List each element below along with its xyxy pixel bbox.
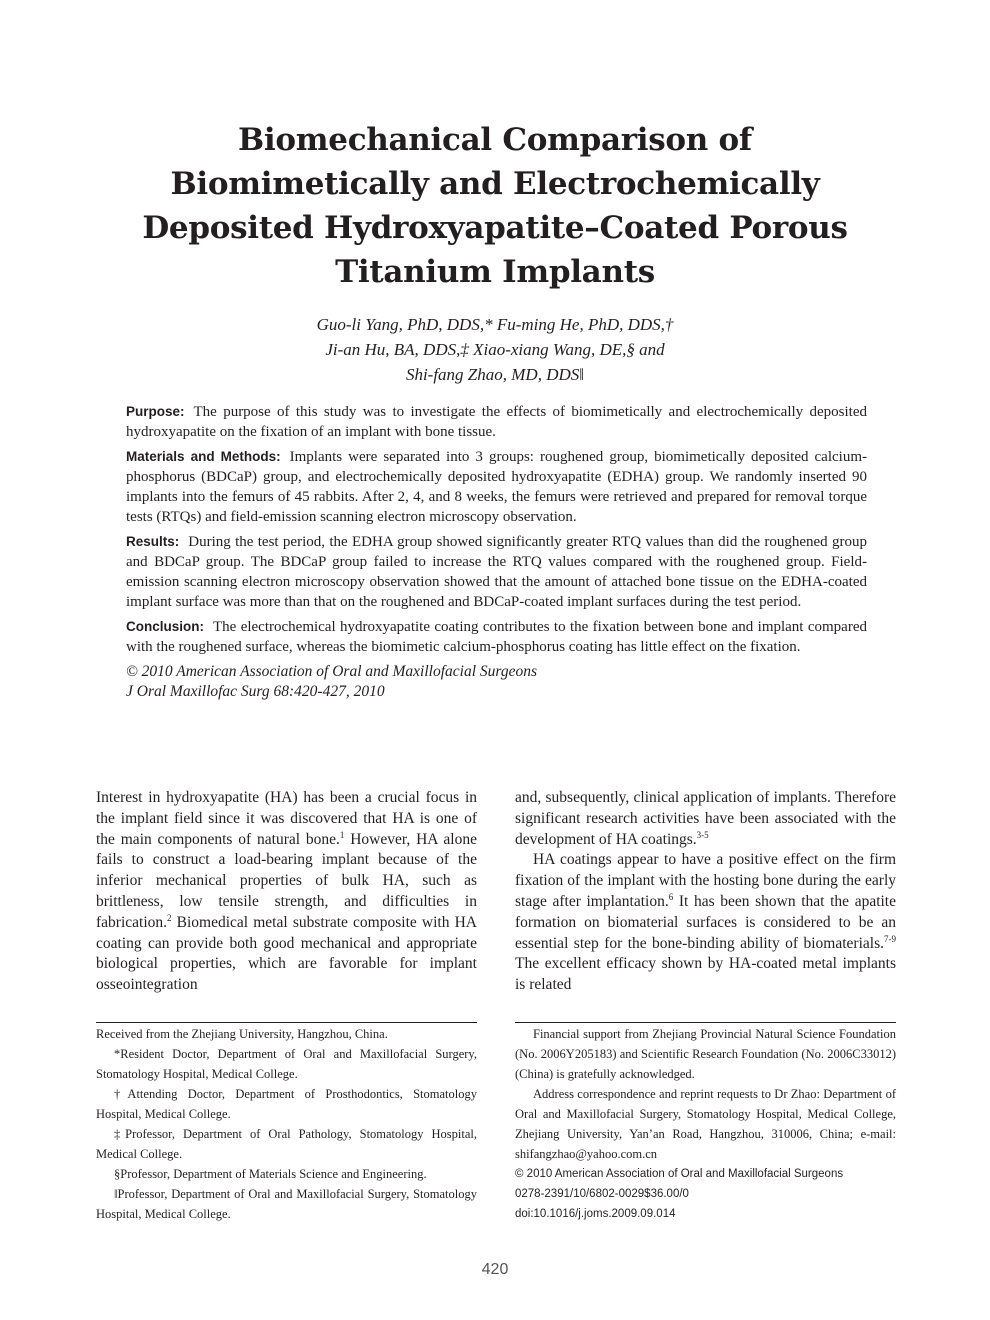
address-note [515,1084,896,1164]
footnote: ‡Professor, Department of Oral Pathology, Stomatology Hospital, Medical College. [96,1127,477,1161]
methods-label: Materials and Methods: [126,449,281,464]
abstract-methods [126,447,867,527]
issn-code: 0278-2391/10/6802-0029$36.00/0 [515,1188,689,1200]
reference-citation[interactable]: 3-5 [696,829,709,840]
body-column-left [96,788,477,996]
abstract-copyright: © 2010 American Association of Oral and Maxillofacial Surgeons [126,663,538,680]
body-column-right [515,788,896,996]
body-text: Biomedical metal substrate composite with HA coating can provide both good mechanical and appropriate biological properties, which are favorable for implant osseointegration [96,913,477,994]
abstract-results [126,532,867,612]
author-list [200,312,790,387]
footnote-copyright: © 2010 American Association of Oral and Maxillofacial Surgeons [515,1168,844,1180]
conclusion-text: The electrochemical hydroxyapatite coating contributes to the fixation between bone and implant compared with the roughened surface, whereas the biomimetic calcium-phosphorus coating has little effect on the fixation. [126,619,867,655]
reference-citation[interactable]: 7-9 [884,933,896,944]
email-link[interactable]: shifangzhao@yahoo.com.cn [515,1147,658,1161]
reference-citation[interactable]: 6 [668,891,674,902]
reference-citation[interactable]: 2 [167,912,172,923]
footnote-divider [96,1022,477,1023]
funding-note: Financial support from Zhejiang Provincial Natural Science Foundation (No. 2006Y205183) and Scientific Research Foundation (No. 2006C33012) (China) is gratefully acknowledged. [515,1027,896,1081]
body-text: The excellent efficacy shown by HA-coated metal implants is related [515,955,896,994]
purpose-label: Purpose: [126,404,185,419]
footnotes-affiliations [96,1024,477,1224]
body-text: and, subsequently, clinical application of implants. Therefore significant research activities have been associated with the development of HA coatings. [515,789,896,848]
body-text: It has been shown that the apatite formation on biomaterial surfaces is considered to be an essential step for the bone-binding ability of biomaterials. [515,892,896,952]
body-text: HA coatings appear to have a positive effect on the firm fixation of the implant with the hosting bone during the early stage after implantation. [515,851,896,910]
address-text: Address correspondence and reprint requests to Dr Zhao: Department of Oral and Maxillofacial Surgery, Stomatology Hospital, Medical College, Zhejiang University, Yan’an Road, Hangzhou, 310006, China; e-mail: [515,1087,896,1141]
footnote: ‖Professor, Department of Oral and Maxillofacial Surgery, Stomatology Hospital, Medical College. [96,1187,477,1221]
conclusion-label: Conclusion: [126,619,204,634]
body-paragraph [515,788,896,850]
journal-citation: J Oral Maxillofac Surg 68:420-427, 2010 [126,683,385,700]
footnote: §Professor, Department of Materials Science and Engineering. [114,1167,427,1181]
body-paragraph [515,850,896,996]
body-paragraph [96,788,477,996]
abstract-conclusion [126,617,867,657]
article-title: Biomechanical Comparison of Biomimetically and Electrochemically Deposited Hydroxyapatite–Coated Porous Titanium Implants [142,122,848,290]
abstract-purpose [126,402,867,442]
footnote: Received from the Zhejiang University, Hangzhou, China. [96,1027,388,1041]
footnotes-correspondence [515,1024,896,1224]
reference-citation[interactable]: 1 [339,829,345,840]
footnote: †Attending Doctor, Department of Prosthodontics, Stomatology Hospital, Medical College. [96,1087,477,1121]
doi[interactable]: doi:10.1016/j.joms.2009.09.014 [515,1208,676,1220]
methods-text: Implants were separated into 3 groups: roughened group, biomimetically deposited calcium-phosphorus (BDCaP) group, and electrochemically deposited hydroxyapatite (EDHA) group. We randomly inserted 90 implants into the femurs of 45 rabbits. After 2, 4, and 8 weeks, the femurs were retrieved and prepared for removal torque tests (RTQs) and field-emission scanning electron microscopy observation. [126,449,867,525]
footnote-divider [515,1022,896,1023]
body-text: Interest in hydroxyapatite (HA) has been a crucial focus in the implant field since it was discovered that HA is one of the main components of natural bone. [96,789,477,848]
results-label: Results: [126,534,180,549]
page-number: 420 [481,1261,509,1278]
author-line: Guo-li Yang, PhD, DDS,* Fu-ming He, PhD, DDS,† [316,315,674,334]
footnote: *Resident Doctor, Department of Oral and Maxillofacial Surgery, Stomatology Hospital, Medical College. [96,1047,477,1081]
author-line: Ji-an Hu, BA, DDS,‡ Xiao-xiang Wang, DE,§ and [325,340,665,359]
abstract [126,402,867,702]
results-text: During the test period, the EDHA group showed significantly greater RTQ values than did the roughened group and BDCaP group. The BDCaP group failed to increase the RTQ values compared with the roughened group. Field-emission scanning electron microscopy observation showed that the amount of attached bone tissue on the EDHA-coated implant surface was more than that on the roughened and BDCaP-coated implant surfaces during the test period. [126,534,867,610]
body-text: However, HA alone fails to construct a load-bearing implant because of the inferior mechanical properties of bulk HA, such as brittleness, low tensile strength, and difficulties in fabrication. [96,830,477,931]
author-line: Shi-fang Zhao, MD, DDS‖ [405,365,585,384]
purpose-text: The purpose of this study was to investigate the effects of biomimetically and electrochemically deposited hydroxyapatite on the fixation of an implant with bone tissue. [126,404,867,440]
